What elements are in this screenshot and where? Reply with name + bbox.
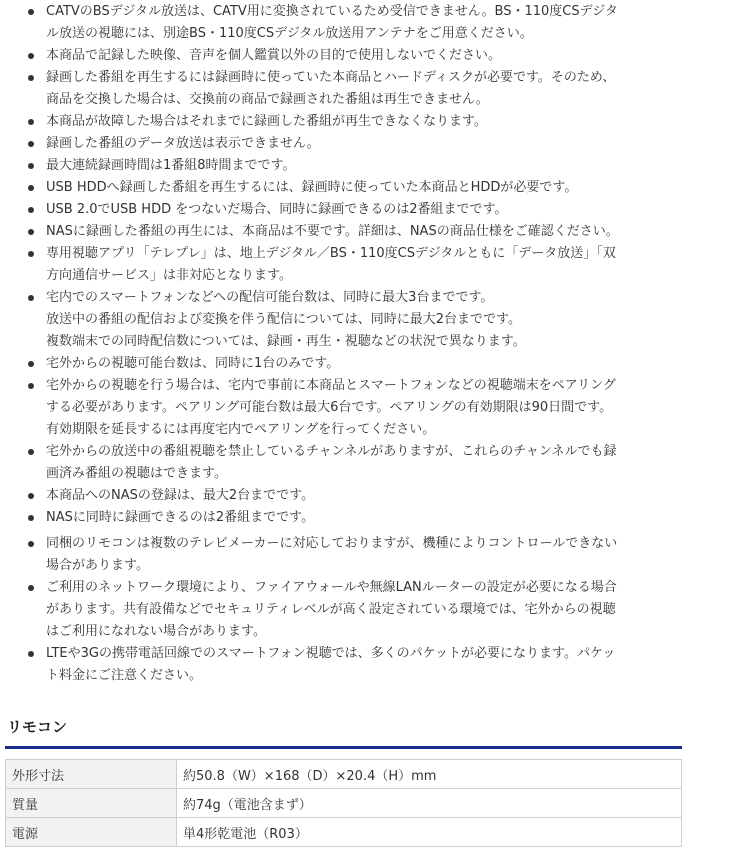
note-item: USB 2.0でUSB HDD をつないだ場合、同時に録画できるのは2番組までです。 <box>0 199 690 221</box>
spec-value: 約50.8（W）×168（D）×20.4（H）mm <box>177 760 682 789</box>
table-row <box>6 818 682 847</box>
table-row <box>6 760 682 789</box>
note-item: ご利用のネットワーク環境により、ファイアウォールや無線LANルーターの設定が必要になる場合 があります。共有設備などでセキュリティレベルが高く設定されている環境では、宅外からの視聴 はご利用になれない場合があります。 <box>0 577 690 643</box>
note-item: LTEや3Gの携帯電話回線でのスマートフォン視聴では、多くのパケットが必要になります。パケッ ト料金にご注意ください。 <box>0 643 690 687</box>
note-item: 本商品で記録した映像、音声を個人鑑賞以外の目的で使用しないでください。 <box>0 45 690 67</box>
note-item: 同梱のリモコンは複数のテレビメーカーに対応しておりますが、機種によりコントロールできない 場合があります。 <box>0 533 690 577</box>
spec-value: 単4形乾電池（R03） <box>177 818 682 847</box>
remote-spec-table <box>5 759 682 847</box>
note-item: 宅外からの視聴可能台数は、同時に1台のみです。 <box>0 353 690 375</box>
spec-label: 電源 <box>6 818 177 847</box>
note-item: 録画した番組のデータ放送は表示できません。 <box>0 133 690 155</box>
spec-label: 外形寸法 <box>6 760 177 789</box>
note-item: USB HDDへ録画した番組を再生するには、録画時に使っていた本商品とHDDが必要です。 <box>0 177 690 199</box>
note-item: 本商品が故障した場合はそれまでに録画した番組が再生できなくなります。 <box>0 111 690 133</box>
note-item: 宅外からの視聴を行う場合は、宅内で事前に本商品とスマートフォンなどの視聴端末をペアリング する必要があります。ペアリング可能台数は最大6台です。ペアリングの有効期限は90日間です。 有効期限を延長するには再度宅内でペアリングを行ってください。 <box>0 375 690 441</box>
section-title-remote: リモコン <box>7 718 68 736</box>
section-divider <box>5 746 682 749</box>
note-item: 専用視聴アプリ「テレプレ」は、地上デジタル／BS・110度CSデジタルともに「データ放送」「双 方向通信サービス」は非対応となります。 <box>0 243 690 287</box>
note-item: CATVのBSデジタル放送は、CATV用に変換されているため受信できません。BS・110度CSデジタ ル放送の視聴には、別途BS・110度CSデジタル放送用アンテナをご用意ください。 <box>0 1 690 45</box>
table-row <box>6 789 682 818</box>
note-item: 宅外からの放送中の番組視聴を禁止しているチャンネルがありますが、これらのチャンネルでも録 画済み番組の視聴はできます。 <box>0 441 690 485</box>
spec-value: 約74g（電池含まず） <box>177 789 682 818</box>
note-item: 本商品へのNASの登録は、最大2台までです。 <box>0 485 690 507</box>
note-item: 宅内でのスマートフォンなどへの配信可能台数は、同時に最大3台までです。 放送中の番組の配信および変換を伴う配信については、同時に最大2台までです。 複数端末での同時配信数については、録画・再生・視聴などの状況で異なります。 <box>0 287 690 353</box>
note-item: NASに録画した番組の再生には、本商品は不要です。詳細は、NASの商品仕様をご確認ください。 <box>0 221 690 243</box>
note-item: NASに同時に録画できるのは2番組までです。 <box>0 507 690 529</box>
note-item: 録画した番組を再生するには録画時に使っていた本商品とハードディスクが必要です。そのため、 商品を交換した場合は、交換前の商品で録画された番組は再生できません。 <box>0 67 690 111</box>
note-item: 最大連続録画時間は1番組8時間までです。 <box>0 155 690 177</box>
spec-label: 質量 <box>6 789 177 818</box>
